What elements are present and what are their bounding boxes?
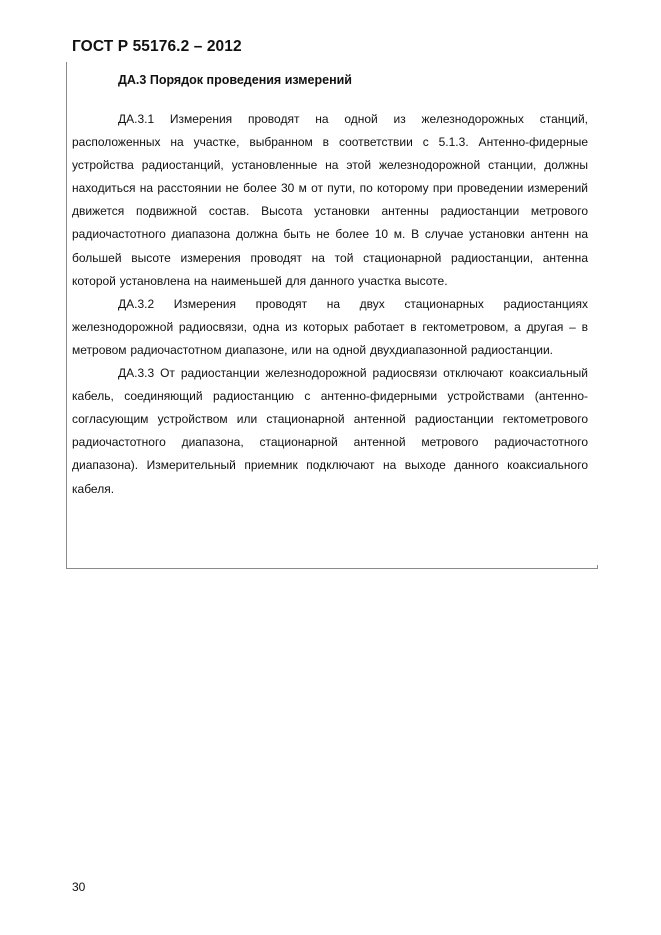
page-number: 30 bbox=[72, 880, 86, 894]
paragraph-da-3-3: ДА.3.3 От радиостанции железнодорожной радиосвязи отключают коаксиальный кабель, соединяющий радиостанцию с антенно-фидерными устройствами (антенно-согласующим устройством или стационарной антенной радиостанции гектометрового радиочастотного диапазона, стационарной антенной метрового радиочастотного диапазона). Измерительный приемник подключают на выходе данного коаксиального кабеля. bbox=[72, 366, 588, 496]
document-code-header: ГОСТ Р 55176.2 – 2012 bbox=[72, 38, 242, 55]
section-body bbox=[72, 70, 588, 501]
paragraph-da-3-1: ДА.3.1 Измерения проводят на одной из железнодорожных станций, расположенных на участке, выбранном в соответствии с 5.1.3. Антенно-фидерные устройства радиостанций, установленные на этой железнодорожной станции, должны находиться на расстоянии не более 30 м от пути, по которому при проведении измерений движется подвижной состав. Высота установки антенны радиостанции метрового радиочастотного диапазона должна быть не более 10 м. В случае установки антенн на большей высоте измерения проводят на той стационарной радиостанции, антенна которой установлена на наименьшей для данного участка высоте. bbox=[72, 112, 588, 288]
frame-corner-mark bbox=[593, 565, 598, 569]
section-heading: ДА.3 Порядок проведения измерений bbox=[118, 73, 352, 87]
paragraph-da-3-2: ДА.3.2 Измерения проводят на двух стационарных радиостанциях железнодорожной радиосвязи, одна из которых работает в гектометровом, а другая – в метровом радиочастотном диапазоне, или на одной двухдиапазонной радиостанции. bbox=[72, 296, 588, 357]
